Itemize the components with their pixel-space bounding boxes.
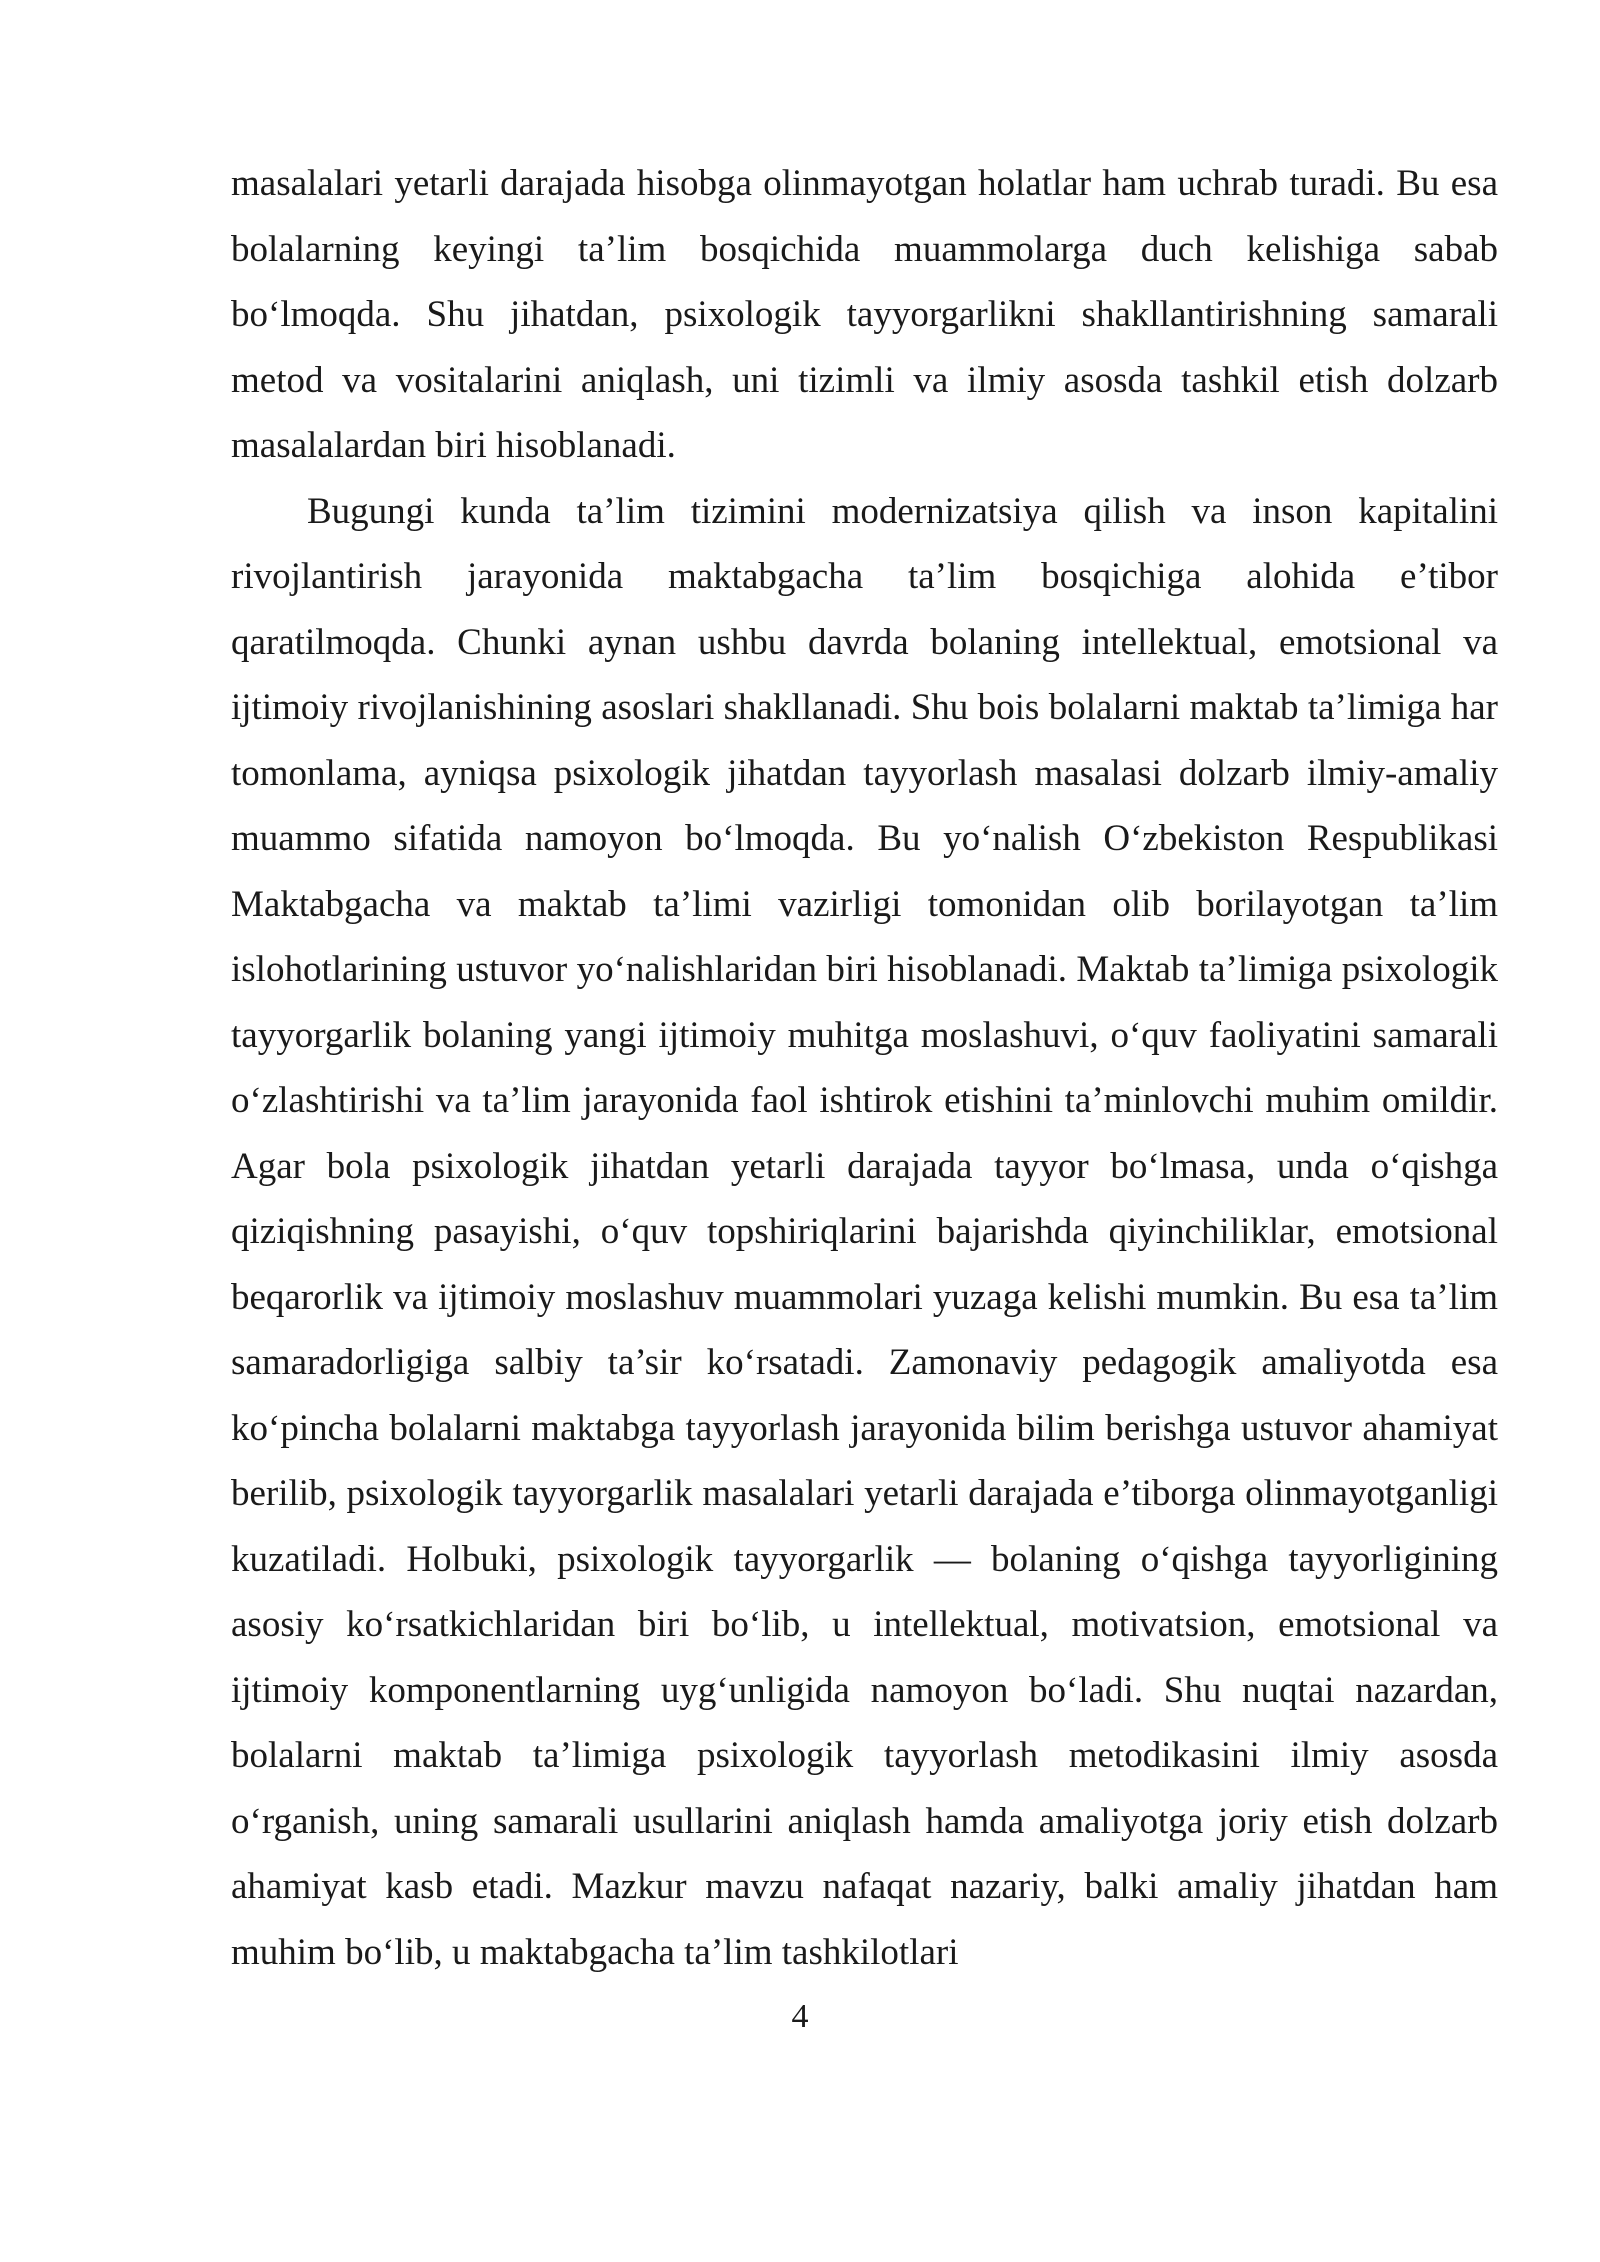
paragraph-main: Bugungi kunda ta’lim tizimini modernizatsiya qilish va inson kapitalini rivojlantirish jarayonida maktabgacha ta’lim bosqichiga alohida e’tibor qaratilmoqda. Chunki aynan ushbu davrda bolaning intellektual, emotsional va ijtimoiy rivojlanishining asoslari shakllanadi. Shu bois bolalarni maktab ta’limiga har tomonlama, ayniqsa psixologik jihatdan tayyorlash masalasi dolzarb ilmiy-amaliy muammo sifatida namoyon bo‘lmoqda. Bu yo‘nalish O‘zbekiston Respublikasi Maktabgacha va maktab ta’limi vazirligi tomonidan olib borilayotgan ta’lim islohotlarining ustuvor yo‘nalishlaridan biri hisoblanadi. Maktab ta’limiga psixologik tayyorgarlik bolaning yangi ijtimoiy muhitga moslashuvi, o‘quv faoliyatini samarali o‘zlashtirishi va ta’lim jarayonida faol ishtirok etishini ta’minlovchi muhim omildir. Agar bola psixologik jihatdan yetarli darajada tayyor bo‘lmasa, unda o‘qishga qiziqishning pasayishi, o‘quv topshiriqlarini bajarishda qiyinchiliklar, emotsional beqarorlik va ijtimoiy moslashuv muammolari yuzaga kelishi mumkin. Bu esa ta’lim samaradorligiga salbiy ta’sir ko‘rsatadi. Zamonaviy pedagogik amaliyotda esa ko‘pincha bolalarni maktabga tayyorlash jarayonida bilim berishga ustuvor ahamiyat berilib, psixologik tayyorgarlik masalalari yetarli darajada e’tiborga olinmayotganligi kuzatiladi. Holbuki, psixologik tayyorgarlik — bolaning o‘qishga tayyorligining asosiy ko‘rsatkichlaridan biri bo‘lib, u intellektual, motivatsion, emotsional va ijtimoiy komponentlarning uyg‘unligida namoyon bo‘ladi. Shu nuqtai nazardan, bolalarni maktab ta’limiga psixologik tayyorlash metodikasini ilmiy asosda o‘rganish, uning samarali usullarini aniqlash hamda amaliyotga joriy etish dolzarb ahamiyat kasb etadi. Mazkur mavzu nafaqat nazariy, balki amaliy jihatdan ham muhim bo‘lib, u maktabgacha ta’lim tashkilotlari: [231, 490, 1498, 1973]
paragraph-continuation: masalalari yetarli darajada hisobga olinmayotgan holatlar ham uchrab turadi. Bu esa bolalarning keyingi ta’lim bosqichida muammolarga duch kelishiga sabab bo‘lmoqda. Shu jihatdan, psixologik tayyorgarlikni shakllantirishning samarali metod va vositalarini aniqlash, uni tizimli va ilmiy asosda tashkil etish dolzarb masalalardan biri hisoblanadi.: [231, 163, 1498, 466]
page-number: 4: [791, 1998, 809, 2035]
body-text: [231, 151, 1498, 1985]
